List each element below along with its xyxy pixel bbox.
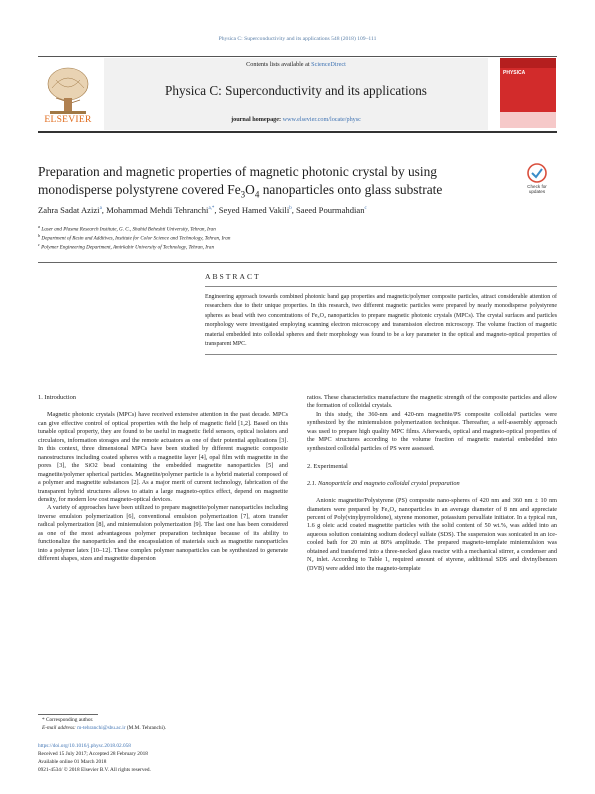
author[interactable]: Zahra Sadat Azizi — [38, 205, 100, 215]
publisher-wordmark: ELSEVIER — [44, 115, 92, 125]
header-bottom-rule — [38, 131, 557, 133]
received-dates: Received 15 July 2017; Accepted 28 February 2018 — [38, 751, 148, 757]
doi-link[interactable]: https://doi.org/10.1016/j.physc.2018.02.058 — [38, 743, 131, 749]
section-heading-experimental: 2. Experimental — [307, 463, 348, 471]
contents-availability: Contents lists available at ScienceDirect — [246, 61, 346, 68]
abstract-text: Engineering approach towards combined photonic band gap properties and magnetic/polymer composite particles, attract considerable attention of researchers due to their unique properties. In this research, two different magnetic particles were prepared by nearly monodisperse polystyrene spheres as bead with two concentrations of Fe₃O₄ nanoparticles to prepare magnetic photonic crystals (MPCs). The crystal surfaces and particles morphology were investigated employing scanning electron microscopy and transmission electron microscopy. The volume fraction of magnetic material embedded into colloidal spheres and their morphology was found to be a key parameter in the optical and magneto-optical properties of transparent MPC. — [205, 294, 557, 348]
body-paragraph: A variety of approaches have been utilized to prepare magnetite/polymer nanoparticles including inverse emulsion polymerization [6], conventional emulsion polymerization [7], atom transfer radical polymerization [8], and miniemulsion polymerization [9]. The last one has been considered as one of the most advantageous polymer preparation technique because of its ability to functionalize the nanoparticles and the encapsulation of materials such as magnetite nanoparticles into a polymer latex [10–12]. These complex polymer nanoparticles can be synthesized to generate different shapes, sizes and magnetite dispersion — [38, 504, 288, 563]
author[interactable]: Saeed Pourmahdian — [296, 205, 365, 215]
subsection-heading: 2.1. Nanoparticle and magneto colloidal crystal preparation — [307, 479, 460, 487]
svg-text:Check for: Check for — [527, 184, 547, 189]
email-note: E-mail address: m-tehranchi@sbu.ac.ir (M.M. Tehranchi). — [41, 725, 167, 731]
divider — [205, 286, 557, 287]
divider — [38, 262, 557, 263]
journal-cover-strip — [500, 112, 556, 128]
corresponding-author-note: * Corresponding author. — [41, 717, 94, 723]
check-for-updates-icon[interactable] — [526, 163, 548, 197]
journal-homepage: journal homepage: www.elsevier.com/locate/physc — [231, 116, 361, 123]
section-heading-introduction: 1. Introduction — [38, 394, 76, 401]
body-paragraph: Anionic magnetite/Polystyrene (PS) composite nano-spheres of 420 nm and 360 nm ± 10 nm diameters were prepared by Fe₃O₄ nanoparticles in an average diameter of 8 nm and appreciate percent of Poly(vinylpyrrolidone), styrene monomer, potassium persulfate initiator. In a typical run, 1.6 g oleic acid coated magnetite particles with the solid content of 50 wt.%, was added into an aqueous solution containing sodium dodecyl sulfate (SDS). The suspension was sonicated in an ice-cooled bath for 20 min at 80% amplitude. The prepared magneto-template miniemulsion was obtained and transferred into a three-necked glass reactor with a mechanical stirrer, a condenser and N₂ inlet. According to Table 1, required amount of styrene, additional SDS and divinylbenzen (DVB) were added into the magneto-template — [307, 497, 557, 572]
article-title: Preparation and magnetic properties of magnetic photonic crystal by using monodisperse polystyrene covered $Fe_3O_4$ nanoparticles onto glass substrate — [38, 164, 443, 200]
sciencedirect-link[interactable]: ScienceDirect — [311, 61, 346, 68]
running-header[interactable]: Physica C: Superconductivity and its applications 548 (2018) 109–111 — [218, 36, 377, 42]
email-link[interactable]: m-tehranchi@sbu.ac.ir — [77, 725, 126, 731]
affiliation: $^c$ Polymer Engineering Department, Amirkabir University of Technology, Tehran, Iran — [38, 242, 215, 251]
author[interactable]: Seyed Hamed Vakili — [218, 205, 290, 215]
online-date: Available online 01 March 2018 — [38, 759, 107, 765]
journal-cover-title: PHYSICA — [503, 70, 526, 76]
abstract-heading: ABSTRACT — [205, 272, 261, 281]
right-column — [307, 394, 557, 573]
author-list: Zahra Sadat Azizi$^a$, Mohammad Mehdi Tehranchi$^{a,*}$, Seyed Hamed Vakili$^b$, Saeed Pourmahdian$^c$ — [38, 205, 367, 215]
body-paragraph: Magnetic photonic crystals (MPCs) have received extensive attention in the past decade. MPCs can give effective control of optical properties with the help of magnetic field [1,2]. Based on this tunable optical property, they are found to be useful in magnetic field sensors, optical isolators and circulators, information storages and the remote actuators as one of their potential applications [3]. In this context, three dimensional MPCs have been studied by different magnetic composite nanostructures including coated spheres with a magnetite layer [4], opal film with magnetite in the pores [3], the SiO2 bead containing the embedded magnetite nanoparticles [5] and magnetite/polymer spherical particles. Magnetite/polymer particle is a hybrid material composed of a polymer and magnetite substances [2]. As a major merit of current technology, fabrication of the transparent hybrid structures allows to attain a large magneto-optics effect, depend on magnetite density, for modern low cost magneto-optical devices. — [38, 411, 288, 503]
svg-text:updates: updates — [528, 189, 546, 194]
affiliation: $^a$ Laser and Plasma Research Institute, G. C., Shahid Beheshti University, Tehran, Iran — [38, 224, 216, 233]
homepage-link[interactable]: www.elsevier.com/locate/physc — [282, 116, 361, 123]
body-paragraph: ratios. These characteristics manufacture the magnetic strength of the composite particles and allow the formation of colloidal crystals. — [307, 394, 557, 410]
body-paragraph: In this study, the 360-nm and 420-nm magnetite/PS composite colloidal particles were synthesized by the miniemulsion polymerization technique. Thereafter, a self-assembly approach was used to prepare high quality MPC films. Afterwards, optical and magneto-optical properties of the MPC structures according to the volume fraction of magnetic material embedded into synthesized colloidal particles of PS were assessed. — [307, 410, 557, 452]
footnote-rule — [38, 714, 98, 715]
author[interactable]: Mohammad Mehdi Tehranchi — [106, 205, 209, 215]
copyright-line: 0921-4534/ © 2018 Elsevier B.V. All rights reserved. — [38, 767, 151, 773]
journal-cover-band — [500, 58, 556, 68]
journal-title: Physica C: Superconductivity and its applications — [165, 83, 427, 98]
affiliation: $^b$ Department of Resin and Additives, Institute for Color Science and Technology, Tehran, Iran — [38, 233, 231, 242]
divider — [205, 354, 557, 355]
header-top-rule — [38, 56, 557, 57]
left-column — [38, 394, 288, 564]
